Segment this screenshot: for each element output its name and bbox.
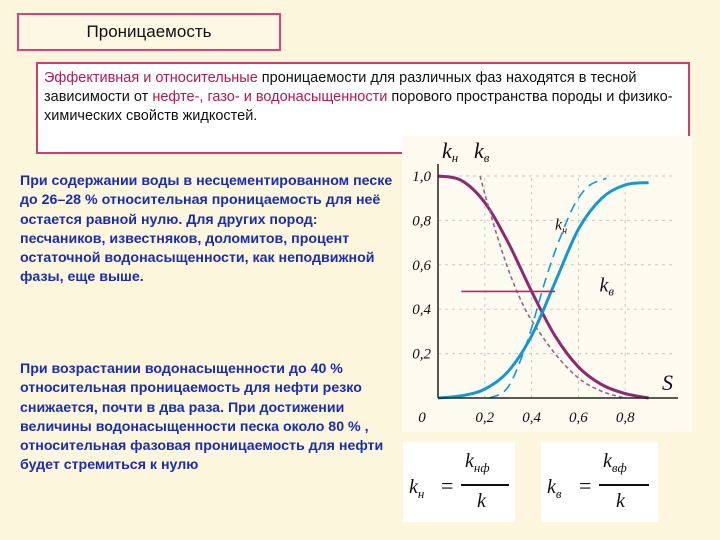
x-tick-label: 0,4 bbox=[522, 410, 541, 426]
y-tick-label: 0,8 bbox=[412, 213, 431, 230]
paragraph-residual-water: При содержании воды в несцементированном песке до 26–28 % относительная проницаемость для неё остается равной нулю. Для других пород: песчаников, известняков, доломитов, процент остаточной водонасыщенности, как неподвижной фазы, еще выше. bbox=[20, 173, 393, 286]
y-tick-label: 0,2 bbox=[412, 346, 431, 363]
y-axis-label-kn: kн bbox=[442, 138, 459, 165]
formula-kn-numerator: $k_{нф}$ bbox=[465, 450, 490, 475]
y-axis-label-kv: kв bbox=[474, 138, 490, 165]
series-line-kv bbox=[438, 183, 649, 398]
x-axis-label: S bbox=[662, 370, 673, 395]
formula-kn-denominator: k bbox=[477, 490, 486, 512]
y-tick-label: 1,0 bbox=[412, 169, 431, 185]
curve-label-kv: $k_в$ bbox=[599, 274, 615, 299]
x-tick-label: 0,2 bbox=[475, 410, 495, 426]
formula-kv-denominator: k bbox=[616, 490, 625, 512]
formula-kv-lhs: $k_в$ bbox=[547, 476, 562, 501]
formula-kv-fraction-bar bbox=[599, 484, 649, 486]
paragraph-water-saturation: При возрастании водонасыщенности до 40 % относительная проницаемость для нефти резко снижается, почти в два раза. При достижении величины водонасыщенности песка около 80 % , относительная фазовая проницаемость для нефти будет стремиться к нулю bbox=[20, 361, 384, 474]
definition-text-1: проницаемости для различных фаз находятся в тесной зависимости от bbox=[44, 70, 637, 105]
x-tick-label: 0 bbox=[418, 410, 426, 426]
formula-kn bbox=[403, 442, 515, 522]
definition-highlight-2: нефте-, газо- и водонасыщенности bbox=[152, 89, 388, 105]
x-tick-label: 0,6 bbox=[569, 410, 588, 426]
formula-kv-eq: = bbox=[579, 473, 592, 498]
curve-label-kn: $k_н$ bbox=[555, 216, 568, 237]
formula-kn-lhs: $k_н$ bbox=[409, 476, 425, 501]
slide-title: Проницаемость bbox=[86, 22, 212, 41]
definition-text-2: порового пространства породы и физико-химических свойств жидкостей. bbox=[44, 89, 673, 124]
formula-kn-eq: = bbox=[441, 473, 454, 498]
x-tick-label: 0,8 bbox=[615, 410, 635, 426]
chart-svg bbox=[402, 136, 692, 432]
formula-kv bbox=[541, 442, 658, 522]
y-tick-label: 0,6 bbox=[412, 257, 431, 274]
formula-kv-numerator: $k_{вф}$ bbox=[603, 450, 627, 475]
definition-highlight-1: Эффективная и относительные bbox=[44, 70, 258, 86]
y-tick-label: 0,4 bbox=[412, 302, 431, 319]
formula-kn-fraction-bar bbox=[461, 484, 509, 486]
slide-title-box bbox=[17, 13, 281, 51]
permeability-chart bbox=[402, 136, 692, 432]
